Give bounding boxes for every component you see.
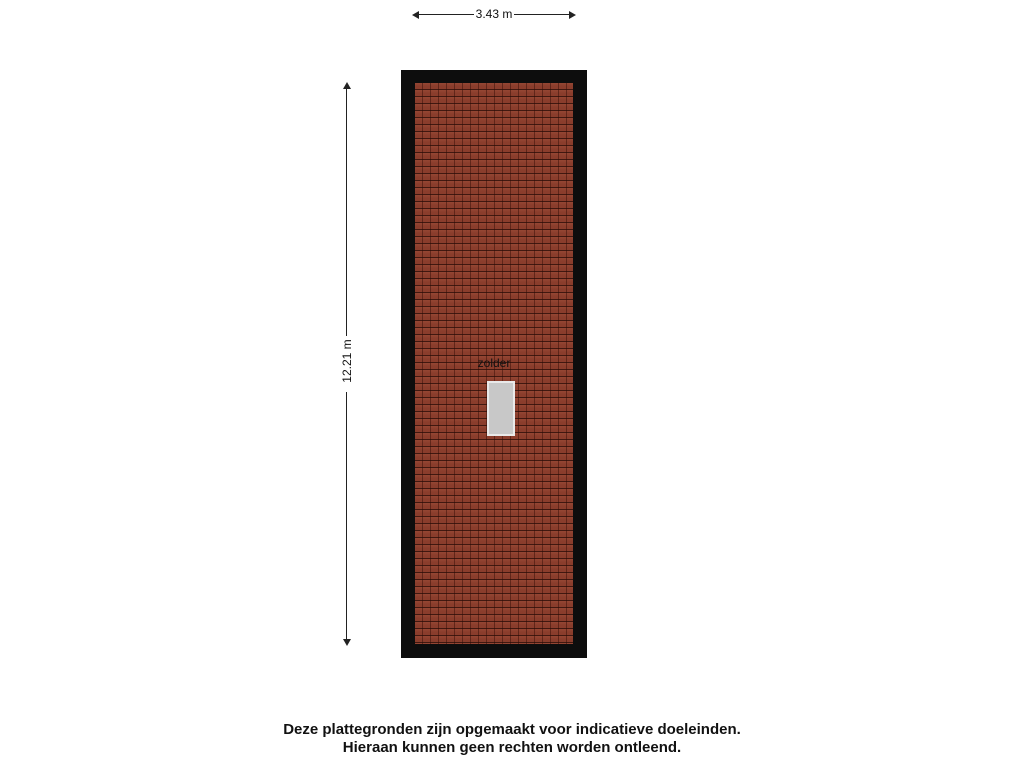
arrow-up-icon [343, 82, 351, 89]
width-dimension [412, 6, 576, 24]
dimension-line [514, 14, 570, 15]
height-dimension-label: 12.21 m [340, 339, 354, 383]
disclaimer [112, 721, 912, 757]
height-dimension [338, 82, 356, 646]
width-dimension-label: 3.43 m [475, 7, 513, 21]
arrow-down-icon [343, 639, 351, 646]
disclaimer-line-1: Deze plattegronden zijn opgemaakt voor indicatieve doeleinden. [283, 721, 741, 738]
disclaimer-line-2: Hieraan kunnen geen rechten worden ontleend. [342, 739, 682, 756]
room-label: zolder [477, 356, 511, 370]
skylight-window [487, 381, 515, 436]
arrow-right-icon [569, 11, 576, 19]
dimension-line [346, 88, 347, 336]
dimension-line [346, 392, 347, 640]
